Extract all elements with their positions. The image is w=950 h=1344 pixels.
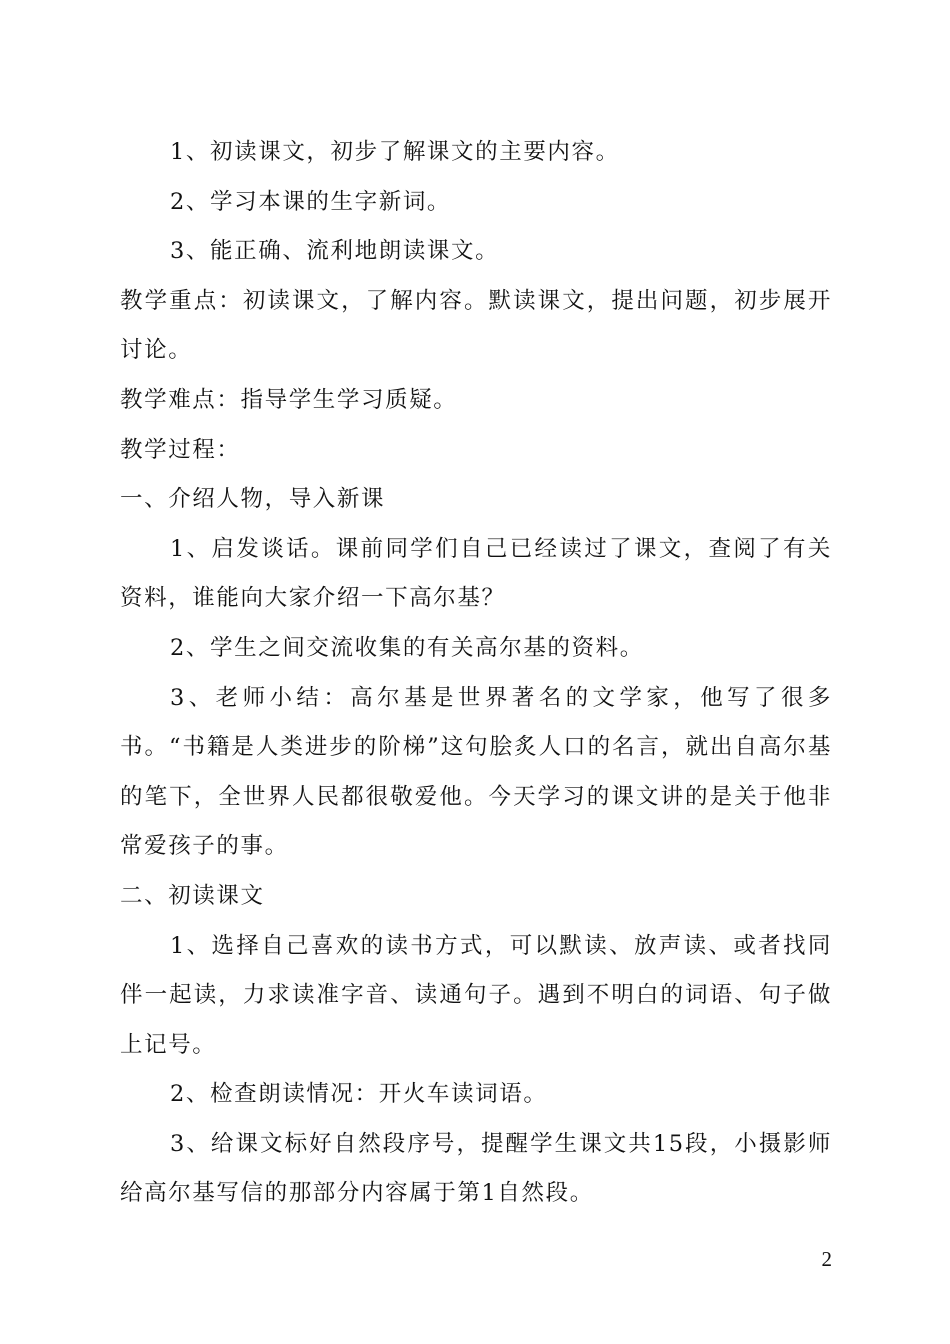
objective-1: 1、初读课文，初步了解课文的主要内容。	[170, 139, 620, 165]
section-heading-2: 二、初读课文	[120, 882, 265, 909]
objective-3: 3、能正确、流利地朗读课文。	[170, 238, 500, 265]
teaching-focus: 教学重点：初读课文，了解内容。默读课文，提出问题，初步展开讨论。	[120, 287, 832, 364]
document-body	[120, 128, 832, 1219]
section-2-item-1: 1、选择自己喜欢的读书方式，可以默读、放声读、或者找同伴一起读，力求读准字音、读通句子。遇到不明白的词语、句子做上记号。	[120, 932, 832, 1058]
section-1-item-1: 1、启发谈话。课前同学们自己已经读过了课文，查阅了有关资料，谁能向大家介绍一下高尔基？	[120, 535, 832, 612]
teaching-difficulty: 教学难点：指导学生学习质疑。	[120, 386, 458, 413]
section-1-item-3: 3、老师小结：高尔基是世界著名的文学家，他写了很多书。“书籍是人类进步的阶梯”这句脍炙人口的名言，就出自高尔基的笔下，全世界人民都很敬爱他。今天学习的课文讲的是关于他非常爱孩子的事。	[120, 684, 832, 860]
objective-2: 2、学习本课的生字新词。	[170, 188, 452, 215]
section-2-item-2: 2、检查朗读情况：开火车读词语。	[170, 1081, 548, 1108]
section-2-item-3: 3、给课文标好自然段序号，提醒学生课文共15段，小摄影师给高尔基写信的那部分内容属于第1自然段。	[120, 1130, 832, 1207]
section-1-item-2: 2、学生之间交流收集的有关高尔基的资料。	[170, 634, 644, 661]
section-heading-1: 一、介绍人物，导入新课	[120, 486, 386, 513]
teaching-process-heading: 教学过程：	[120, 436, 241, 463]
page-number: 2	[821, 1247, 832, 1271]
